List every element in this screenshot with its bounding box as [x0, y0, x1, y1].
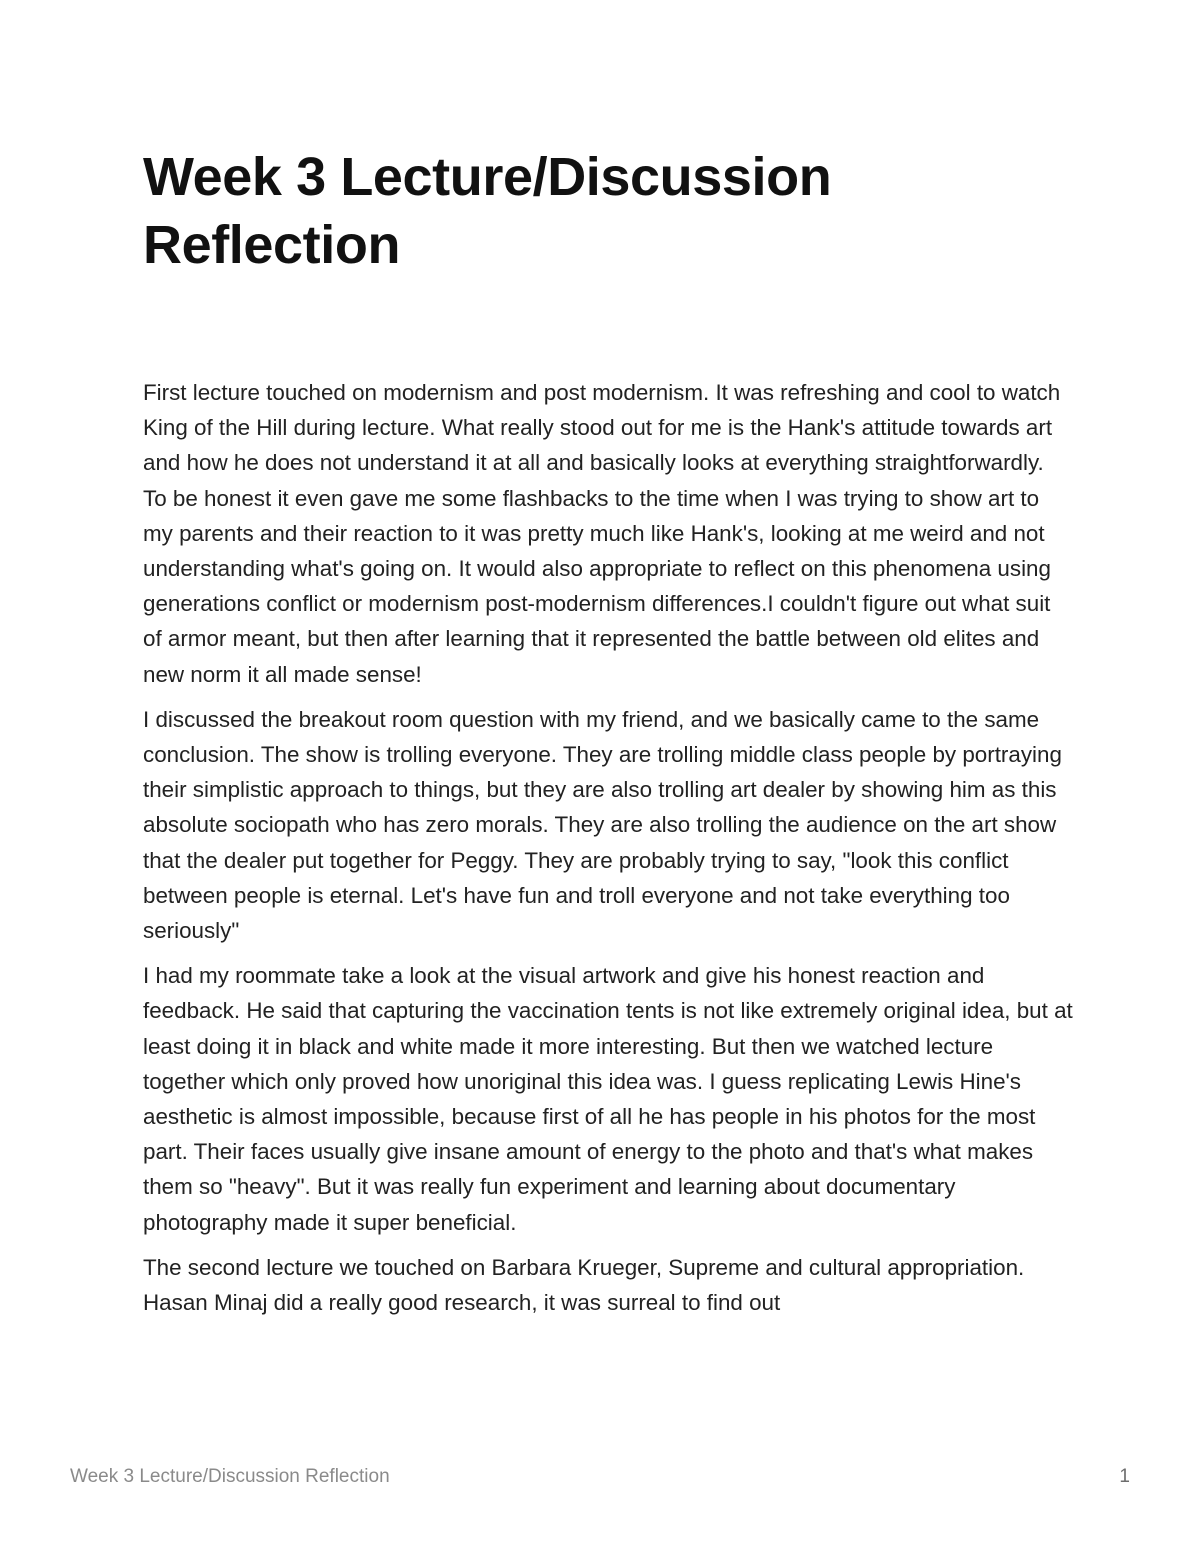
- document-body: [143, 375, 1073, 1320]
- paragraph-1: First lecture touched on modernism and post modernism. It was refreshing and cool to watch King of the Hill during lecture. What really stood out for me is the Hank's attitude towards art and how he does not understand it at all and basically looks at everything straightforwardly. To be honest it even gave me some flashbacks to the time when I was trying to show art to my parents and their reaction to it was pretty much like Hank's, looking at me weird and not understanding what's going on. It would also appropriate to reflect on this phenomena using generations conflict or modernism post-modernism differences.I couldn't figure out what suit of armor meant, but then after learning that it represented the battle between old elites and new norm it all made sense!: [143, 380, 1061, 687]
- page-footer: [70, 1462, 1130, 1492]
- paragraph-3: I had my roommate take a look at the visual artwork and give his honest reaction and feedback. He said that capturing the vaccination tents is not like extremely original idea, but at least doing it in black and white made it more interesting. But then we watched lecture together which only proved how unoriginal this idea was. I guess replicating Lewis Hine's aesthetic is almost impossible, because first of all he has people in his photos for the most part. Their faces usually give insane amount of energy to the photo and that's what makes them so "heavy". But it was really fun experiment and learning about documentary photography made it super beneficial.: [143, 963, 1073, 1235]
- document-title: Week 3 Lecture/Discussion Reflection: [143, 147, 832, 275]
- paragraph-2: I discussed the breakout room question with my friend, and we basically came to the same conclusion. The show is trolling everyone. They are trolling middle class people by portraying their simplistic approach to things, but they are also trolling art dealer by showing him as this absolute sociopath who has zero morals. They are also trolling the audience on the art show that the dealer put together for Peggy. They are probably trying to say, "look this conflict between people is eternal. Let's have fun and troll everyone and not take everything too seriously": [143, 706, 1062, 944]
- document-content: [143, 143, 1073, 1330]
- footer-document-title: Week 3 Lecture/Discussion Reflection: [70, 1466, 390, 1487]
- paragraph-4: The second lecture we touched on Barbara Krueger, Supreme and cultural appropriation. Hasan Minaj did a really good research, it was surreal to find out: [143, 1254, 1025, 1316]
- page-number: 1: [1119, 1466, 1130, 1487]
